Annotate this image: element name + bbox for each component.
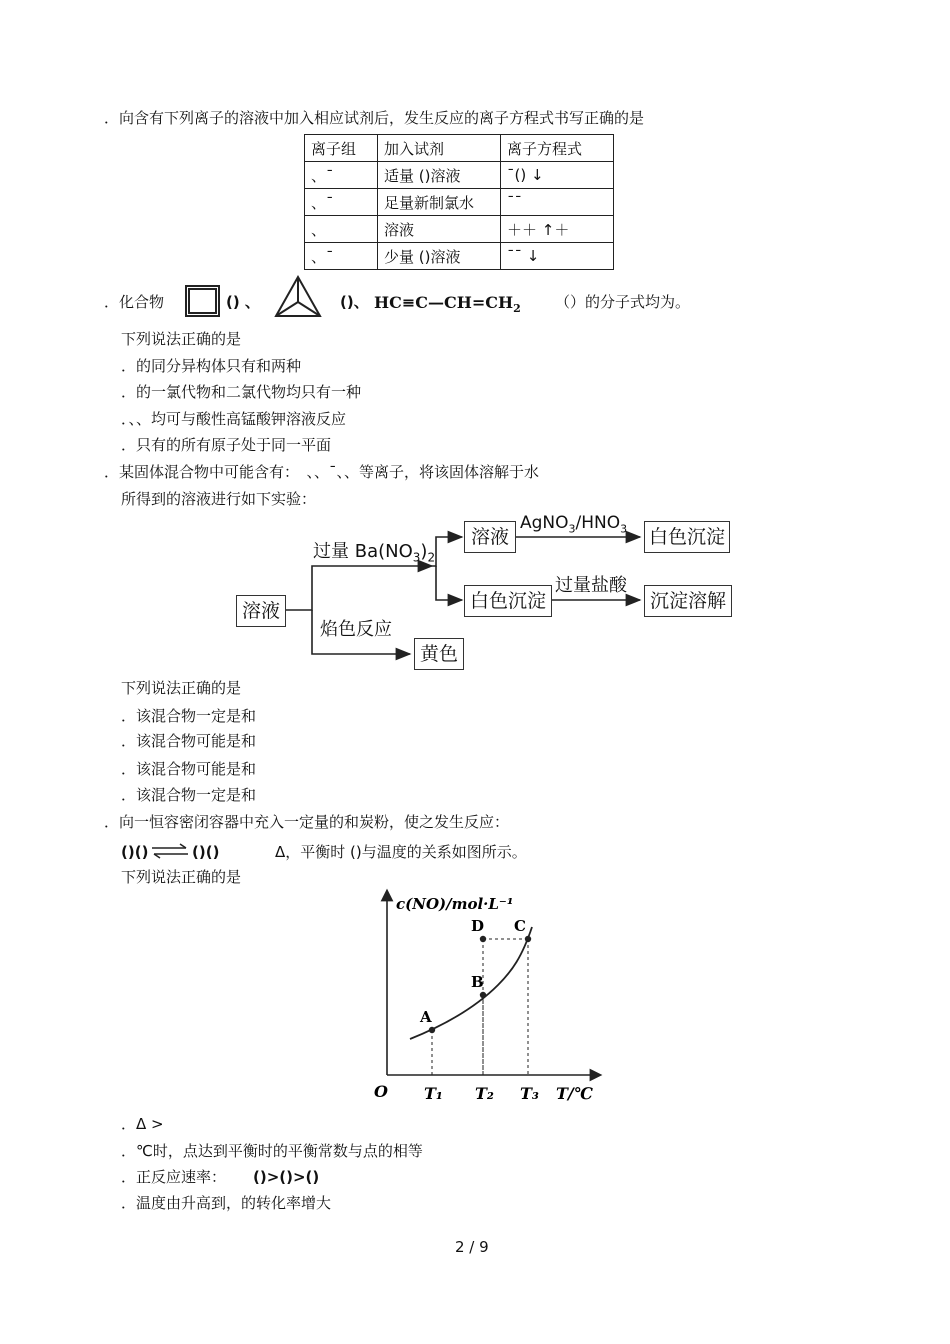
q2-option-c: ．、、均可与酸性高锰酸钾溶液反应 — [121, 410, 347, 428]
q4-option-a: ．Δ > — [121, 1115, 164, 1133]
x-tick-label: T₁ — [424, 1084, 443, 1103]
point-label: C — [514, 917, 526, 935]
flow-flame-test: 焰色反应 — [320, 619, 392, 640]
x-tick-label: T₂ — [475, 1084, 494, 1103]
flow-reagent-bano3 — [313, 541, 435, 569]
reagent2-mid: /HNO — [575, 513, 621, 533]
point-a — [429, 1027, 435, 1033]
table-cell: 少量 ()溶液 — [378, 243, 501, 270]
q4-option-b: ．℃时，点达到平衡时的平衡常数与点的相等 — [121, 1142, 423, 1160]
q3-question: 下列说法正确的是 — [121, 679, 242, 697]
origin-label: O — [374, 1082, 388, 1101]
q4-eq-right: ()() — [192, 843, 220, 861]
point-label: B — [471, 973, 484, 991]
x-axis-label: T/℃ — [556, 1084, 593, 1103]
q2-stem-tail: （）的分子式均为。 — [555, 293, 691, 311]
table-cell: 溶液 — [378, 216, 501, 243]
table-header-cell: 离子方程式 — [501, 135, 614, 162]
q4-option-d: ．温度由升高到，的转化率增大 — [121, 1194, 332, 1212]
q4-option-c: ．正反应速率： — [121, 1168, 227, 1186]
q3-stem2: 所得到的溶液进行如下实验： — [121, 490, 317, 508]
equilibrium-chart — [360, 885, 620, 1110]
q2-option-d: ．只有的所有原子处于同一平面 — [121, 436, 332, 454]
q3-stem: ．某固体混合物中可能含有： 、、ˉ、、等离子，将该固体溶解于水 — [104, 463, 540, 481]
table-header-cell: 加入试剂 — [378, 135, 501, 162]
table-cell: ˉˉ ↓ — [501, 243, 614, 270]
formula-c-text: HC≡C—CH=CH — [374, 293, 514, 312]
q4-stem: ．向一恒容密闭容器中充入一定量的和炭粉，使之发生反应： — [104, 813, 510, 831]
q4-question: 下列说法正确的是 — [121, 868, 242, 886]
reagent1-sub: 3 — [412, 550, 421, 565]
formula-c-subscript: 2 — [513, 302, 521, 316]
q2-label-b: ()、 — [340, 293, 369, 311]
table-cell: ˉ() ↓ — [501, 162, 614, 189]
reagent2-sub: 3 — [568, 522, 576, 536]
flow-white-precipitate-2: 白色沉淀 — [464, 585, 552, 617]
flow-solution: 溶液 — [464, 521, 516, 553]
q1-stem: ．向含有下列离子的溶液中加入相应试剂后，发生反应的离子方程式书写正确的是 — [104, 109, 645, 127]
flow-start-solution: 溶液 — [236, 595, 286, 627]
table-cell: 足量新制氯水 — [378, 189, 501, 216]
reagent2-sub2: 3 — [620, 522, 628, 536]
q2-option-b: ．的一氯代物和二氯代物均只有一种 — [121, 383, 362, 401]
reagent1-sub2: 2 — [427, 550, 436, 565]
q3-option-b: ．该混合物可能是和 — [121, 732, 257, 750]
reagent2-text: AgNO — [520, 513, 569, 533]
flow-reagent-hcl: 过量盐酸 — [555, 575, 627, 596]
q4-eq-left: ()() — [121, 843, 149, 861]
equilibrium-arrow-icon — [150, 842, 190, 860]
flow-reagent-agno3 — [520, 513, 627, 539]
table-cell: 、ˉ — [305, 189, 378, 216]
reagent1-text: 过量 Ba(NO — [313, 541, 413, 562]
q2-stem-lead: ．化合物 — [104, 293, 165, 311]
point-label: A — [420, 1008, 432, 1026]
flow-white-precipitate-1: 白色沉淀 — [644, 521, 730, 553]
x-tick-label: T₃ — [520, 1084, 539, 1103]
flow-line-split2 — [436, 566, 462, 600]
q2-question: 下列说法正确的是 — [121, 330, 242, 348]
page-number: 2 / 9 — [455, 1238, 489, 1256]
q2-label-a: () 、 — [226, 293, 260, 311]
q2-option-a: ．的同分异构体只有和两种 — [121, 357, 302, 375]
flow-line-main — [285, 566, 432, 610]
flow-precipitate-dissolves: 沉淀溶解 — [644, 585, 732, 617]
q3-option-d: ．该混合物一定是和 — [121, 786, 257, 804]
table-cell: 、ˉ — [305, 243, 378, 270]
table-cell: 、ˉ — [305, 162, 378, 189]
reagent1-tail: ) — [420, 541, 428, 562]
table-cell: 、 — [305, 216, 378, 243]
table-header-cell: 离子组 — [305, 135, 378, 162]
q4-option-c-tail: ()>()>() — [253, 1168, 320, 1186]
q3-option-a: ．该混合物一定是和 — [121, 707, 257, 725]
table-cell: ˉˉ — [501, 189, 614, 216]
flow-line-split — [432, 537, 462, 566]
q3-option-c: ．该混合物可能是和 — [121, 760, 257, 778]
table-cell: ＋＋ ↑＋ — [501, 216, 614, 243]
y-axis-label: c(NO)/mol·L⁻¹ — [396, 895, 514, 913]
point-label: D — [471, 917, 485, 935]
q4-eq-tail: Δ，平衡时 ()与温度的关系如图所示。 — [275, 843, 527, 861]
table-cell: 适量 ()溶液 — [378, 162, 501, 189]
flow-yellow: 黄色 — [414, 638, 464, 670]
